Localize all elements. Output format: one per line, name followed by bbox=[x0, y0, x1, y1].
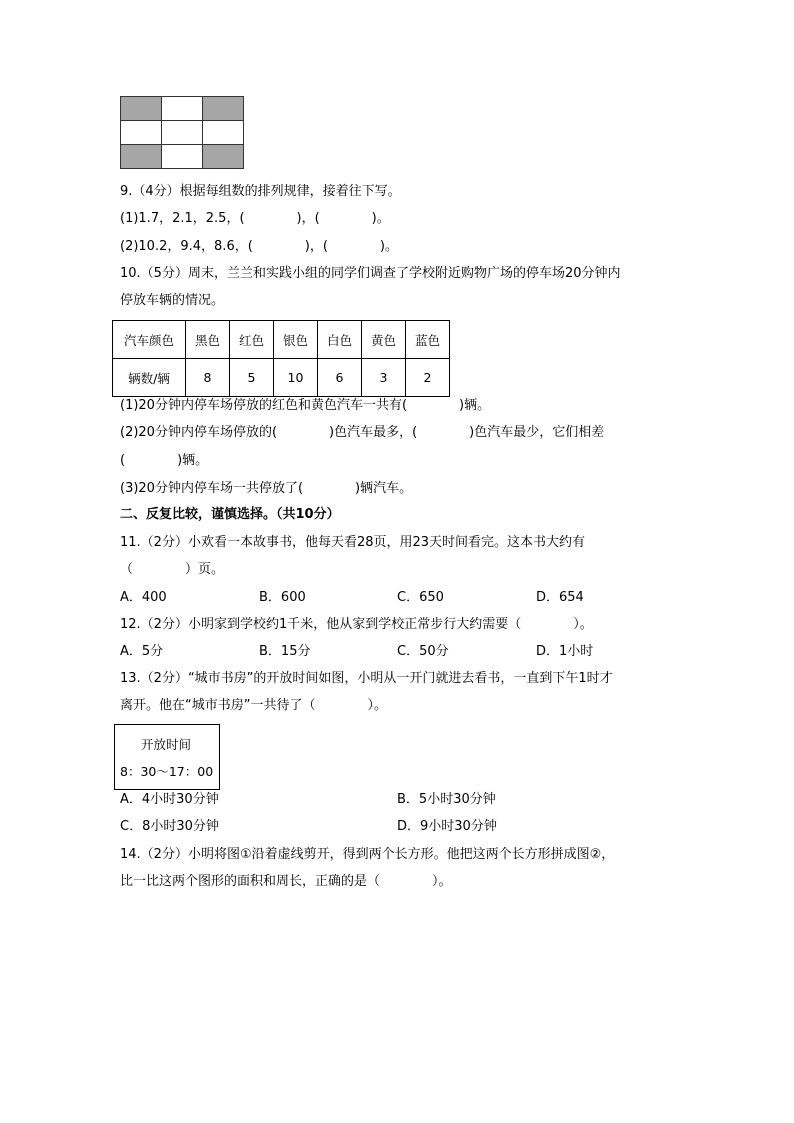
table-cell: 3 bbox=[362, 359, 406, 397]
table-cell: 黑色 bbox=[186, 321, 230, 359]
q13-stem-line-1: 13.（2分）“城市书房”的开放时间如图，小明从一开门就进去看书，一直到下午1时才 bbox=[120, 671, 613, 686]
q9-line-2: (2)10.2，9.4，8.6，( )，( )。 bbox=[120, 239, 398, 254]
table-cell: 5 bbox=[230, 359, 274, 397]
q10-stem-line-1: 10.（5分）周末，兰兰和实践小组的同学们调查了学校附近购物广场的停车场20分钟内 bbox=[120, 266, 621, 281]
opening-hours-title: 开放时间 bbox=[141, 737, 192, 752]
grid-cell bbox=[162, 97, 203, 121]
q13-option-a: A．4小时30分钟 bbox=[120, 792, 219, 807]
table-header-row bbox=[113, 321, 450, 359]
q10-sub-1: (1)20分钟内停车场停放的红色和黄色汽车一共有( )辆。 bbox=[120, 398, 491, 413]
table-cell: 银色 bbox=[274, 321, 318, 359]
opening-hours-box bbox=[114, 724, 220, 790]
q14-stem-line-2: 比一比这两个图形的面积和周长，正确的是（ ）。 bbox=[120, 874, 452, 889]
section-title: 二、反复比较，谨慎选择。（共10分） bbox=[120, 507, 340, 522]
grid-cell-shaded bbox=[121, 97, 162, 121]
q12-option-c: C．50分 bbox=[397, 644, 449, 659]
table-cell: 红色 bbox=[230, 321, 274, 359]
q11-option-a: A．400 bbox=[120, 590, 167, 605]
table-cell: 8 bbox=[186, 359, 230, 397]
table-cell: 辆数/辆 bbox=[113, 359, 186, 397]
table-cell: 白色 bbox=[318, 321, 362, 359]
table-cell: 黄色 bbox=[362, 321, 406, 359]
q13-option-d: D．9小时30分钟 bbox=[397, 819, 497, 834]
q12-option-a: A．5分 bbox=[120, 644, 164, 659]
q10-sub-2-line-1: (2)20分钟内停车场停放的( )色汽车最多，( )色汽车最少，它们相差 bbox=[120, 425, 605, 440]
q12-option-d: D．1小时 bbox=[536, 644, 594, 659]
q11-stem-line-1: 11.（2分）小欢看一本故事书，他每天看28页，用23天时间看完。这本书大约有 bbox=[120, 535, 586, 550]
grid-cell bbox=[203, 121, 244, 145]
grid-cell bbox=[162, 145, 203, 169]
q13-option-c: C．8小时30分钟 bbox=[120, 819, 219, 834]
q14-stem-line-1: 14.（2分）小明将图①沿着虚线剪开，得到两个长方形。他把这两个长方形拼成图②， bbox=[120, 847, 615, 862]
grid-cell bbox=[162, 121, 203, 145]
q12-option-b: B．15分 bbox=[259, 644, 311, 659]
grid-cell-shaded bbox=[203, 145, 244, 169]
q10-stem-line-2: 停放车辆的情况。 bbox=[120, 293, 225, 308]
q10-sub-3: (3)20分钟内停车场一共停放了( )辆汽车。 bbox=[120, 481, 413, 496]
shaded-grid-figure bbox=[120, 96, 244, 169]
q11-option-b: B．600 bbox=[259, 590, 306, 605]
table-cell: 2 bbox=[406, 359, 450, 397]
q9-line-1: (1)1.7，2.1，2.5，( )，( )。 bbox=[120, 211, 390, 226]
opening-hours-time: 8：30～17：00 bbox=[120, 764, 214, 779]
grid-cell-shaded bbox=[121, 145, 162, 169]
table-row bbox=[113, 359, 450, 397]
table-cell: 6 bbox=[318, 359, 362, 397]
table-cell: 蓝色 bbox=[406, 321, 450, 359]
q11-option-d: D．654 bbox=[536, 590, 584, 605]
q12-stem: 12.（2分）小明家到学校约1千米，他从家到学校正常步行大约需要（ ）。 bbox=[120, 617, 593, 632]
q13-option-b: B．5小时30分钟 bbox=[397, 792, 496, 807]
q10-sub-2-line-2: ( )辆。 bbox=[120, 453, 209, 468]
q11-option-c: C．650 bbox=[397, 590, 444, 605]
table-cell: 汽车颜色 bbox=[113, 321, 186, 359]
q13-stem-line-2: 离开。他在“城市书房”一共待了（ ）。 bbox=[120, 698, 387, 713]
car-color-table bbox=[112, 320, 450, 397]
table-cell: 10 bbox=[274, 359, 318, 397]
q9-stem: 9.（4分）根据每组数的排列规律，接着往下写。 bbox=[120, 184, 401, 199]
q11-stem-line-2: （ ）页。 bbox=[120, 562, 225, 577]
grid-cell-shaded bbox=[203, 97, 244, 121]
grid-cell bbox=[121, 121, 162, 145]
